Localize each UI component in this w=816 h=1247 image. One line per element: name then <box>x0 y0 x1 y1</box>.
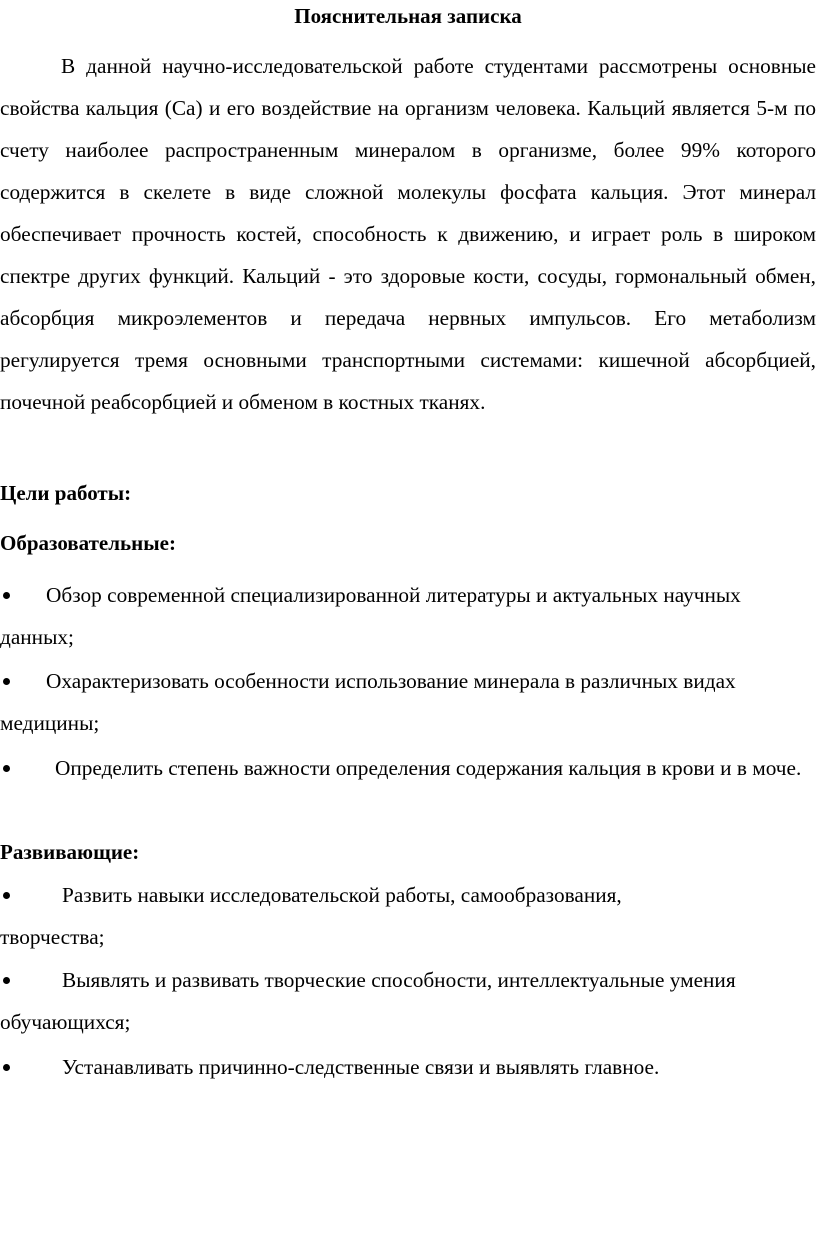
list-item <box>0 1046 816 1088</box>
list-item <box>0 747 816 789</box>
list-item-text: Развить навыки исследовательской работы, самообразования, творчества; <box>0 883 622 949</box>
document-title: Пояснительная записка <box>294 4 522 28</box>
developmental-heading: Развивающие: <box>0 840 140 864</box>
list-item <box>0 574 760 658</box>
bullet-icon <box>3 1064 10 1071</box>
educational-heading: Образовательные: <box>0 531 176 555</box>
list-item <box>0 959 780 1043</box>
list-item-text: Устанавливать причинно-следственные связи и выявлять главное. <box>62 1055 660 1079</box>
intro-paragraph: В данной научно-исследовательской работе студентами рассмотрены основные свойства кальция (Са) и его воздействие на организм человека. Кальций является 5-м по счету наиболее распространенным минералом в организме, более 99% которого содержится в скелете в виде сложной молекулы фосфата кальция. Этот минерал обеспечивает прочность костей, способность к движению, и играет роль в широком спектре других функций. Кальций - это здоровые кости, сосуды, гормональный обмен, абсорбция микроэлементов и передача нервных импульсов. Его метаболизм регулируется тремя основными транспортными системами: кишечной абсорбцией, почечной реабсорбцией и обменом в костных тканях. <box>0 54 816 414</box>
list-item-text: Обзор современной специализированной литературы и актуальных научных данных; <box>0 583 741 649</box>
bullet-icon <box>3 892 10 899</box>
bullet-icon <box>3 678 10 685</box>
list-item <box>0 874 716 958</box>
list-item-text: Определить степень важности определения содержания кальция в крови и в моче. <box>55 756 802 780</box>
list-item-text: Выявлять и развивать творческие способности, интеллектуальные умения обучающихся; <box>0 968 736 1034</box>
bullet-icon <box>3 977 10 984</box>
list-item-text: Охарактеризовать особенности использование минерала в различных видах медицины; <box>0 669 736 735</box>
bullet-icon <box>3 765 10 772</box>
goals-heading: Цели работы: <box>0 481 132 505</box>
bullet-icon <box>3 592 10 599</box>
list-item <box>0 660 780 744</box>
